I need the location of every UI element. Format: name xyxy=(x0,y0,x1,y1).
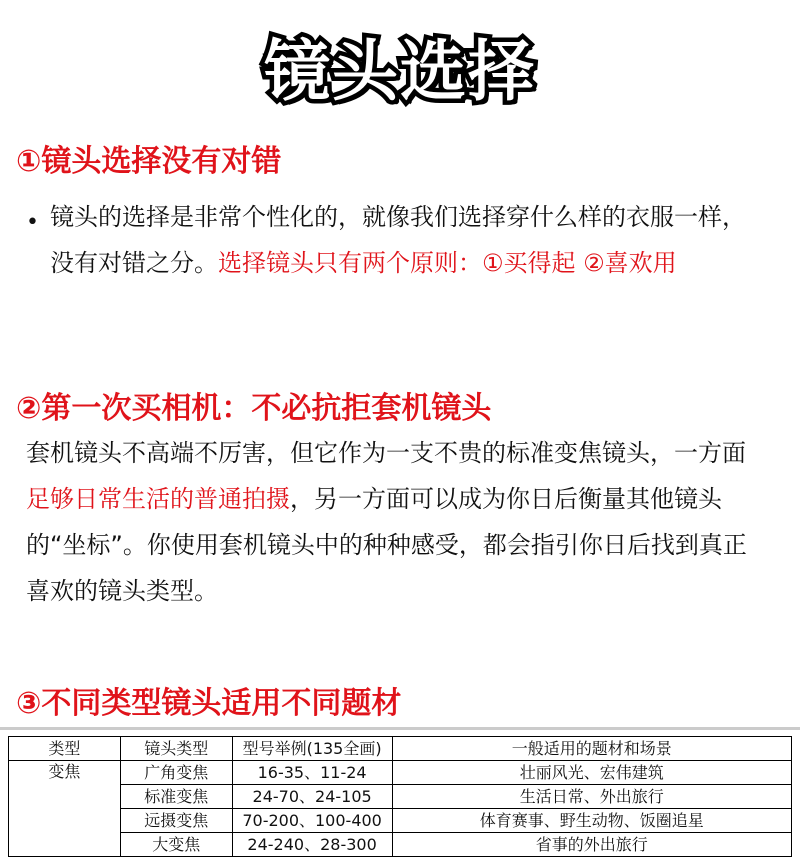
table-header-cell: 类型 xyxy=(9,737,121,761)
section-2-highlight: 足够日常生活的普通拍摄 xyxy=(26,485,290,513)
section-1-text: 镜头的选择是非常个性化的，就像我们选择穿什么样的衣服一样，没有对错之分。 xyxy=(50,203,746,277)
section-heading-2: ②第一次买相机：不必抗拒套机镜头 xyxy=(16,391,492,426)
table-cell: 24-70、24-105 xyxy=(232,785,392,809)
table-row xyxy=(9,761,792,785)
table-header-cell: 镜头类型 xyxy=(120,737,232,761)
table-cell: 16-35、11-24 xyxy=(232,761,392,785)
table-cell: 标准变焦 xyxy=(120,785,232,809)
table-cell: 24-240、28-300 xyxy=(232,833,392,857)
section-2-text-a: 套机镜头不高端不厉害，但它作为一支不贵的标准变焦镜头，一方面 xyxy=(26,439,746,467)
section-heading-1: ①镜头选择没有对错 xyxy=(16,144,282,179)
bullet-dot: • xyxy=(26,210,39,235)
page-title: 镜头选择 xyxy=(264,33,536,110)
lens-table xyxy=(8,736,792,857)
section-1-highlight: 选择镜头只有两个原则：①买得起 ②喜欢用 xyxy=(218,249,677,277)
section-heading-3: ③不同类型镜头适用不同题材 xyxy=(16,686,402,721)
section-2-paragraph xyxy=(26,430,750,614)
table-cell: 生活日常、外出旅行 xyxy=(392,785,791,809)
table-header-cell: 一般适用的题材和场景 xyxy=(392,737,791,761)
table-row xyxy=(9,833,792,857)
table-shadow xyxy=(0,727,800,730)
table-row xyxy=(9,809,792,833)
table-row xyxy=(9,785,792,809)
section-2-text-b: ，另一方面可以成为你日后衡量其他镜头的“坐标”。你使用套机镜头中的种种感受，都会指引你日后找到真正喜欢的镜头类型。 xyxy=(26,485,747,605)
table-header-cell: 型号举例(135全画) xyxy=(232,737,392,761)
table-cell: 大变焦 xyxy=(120,833,232,857)
table-cell: 壮丽风光、宏伟建筑 xyxy=(392,761,791,785)
table-cell: 远摄变焦 xyxy=(120,809,232,833)
table-cell: 广角变焦 xyxy=(120,761,232,785)
table-header-row xyxy=(9,737,792,761)
table-cell: 省事的外出旅行 xyxy=(392,833,791,857)
table-group-cell: 变焦 xyxy=(9,761,121,857)
table-cell: 体育赛事、野生动物、饭圈追星 xyxy=(392,809,791,833)
table-cell: 70-200、100-400 xyxy=(232,809,392,833)
section-1-paragraph xyxy=(50,194,750,286)
